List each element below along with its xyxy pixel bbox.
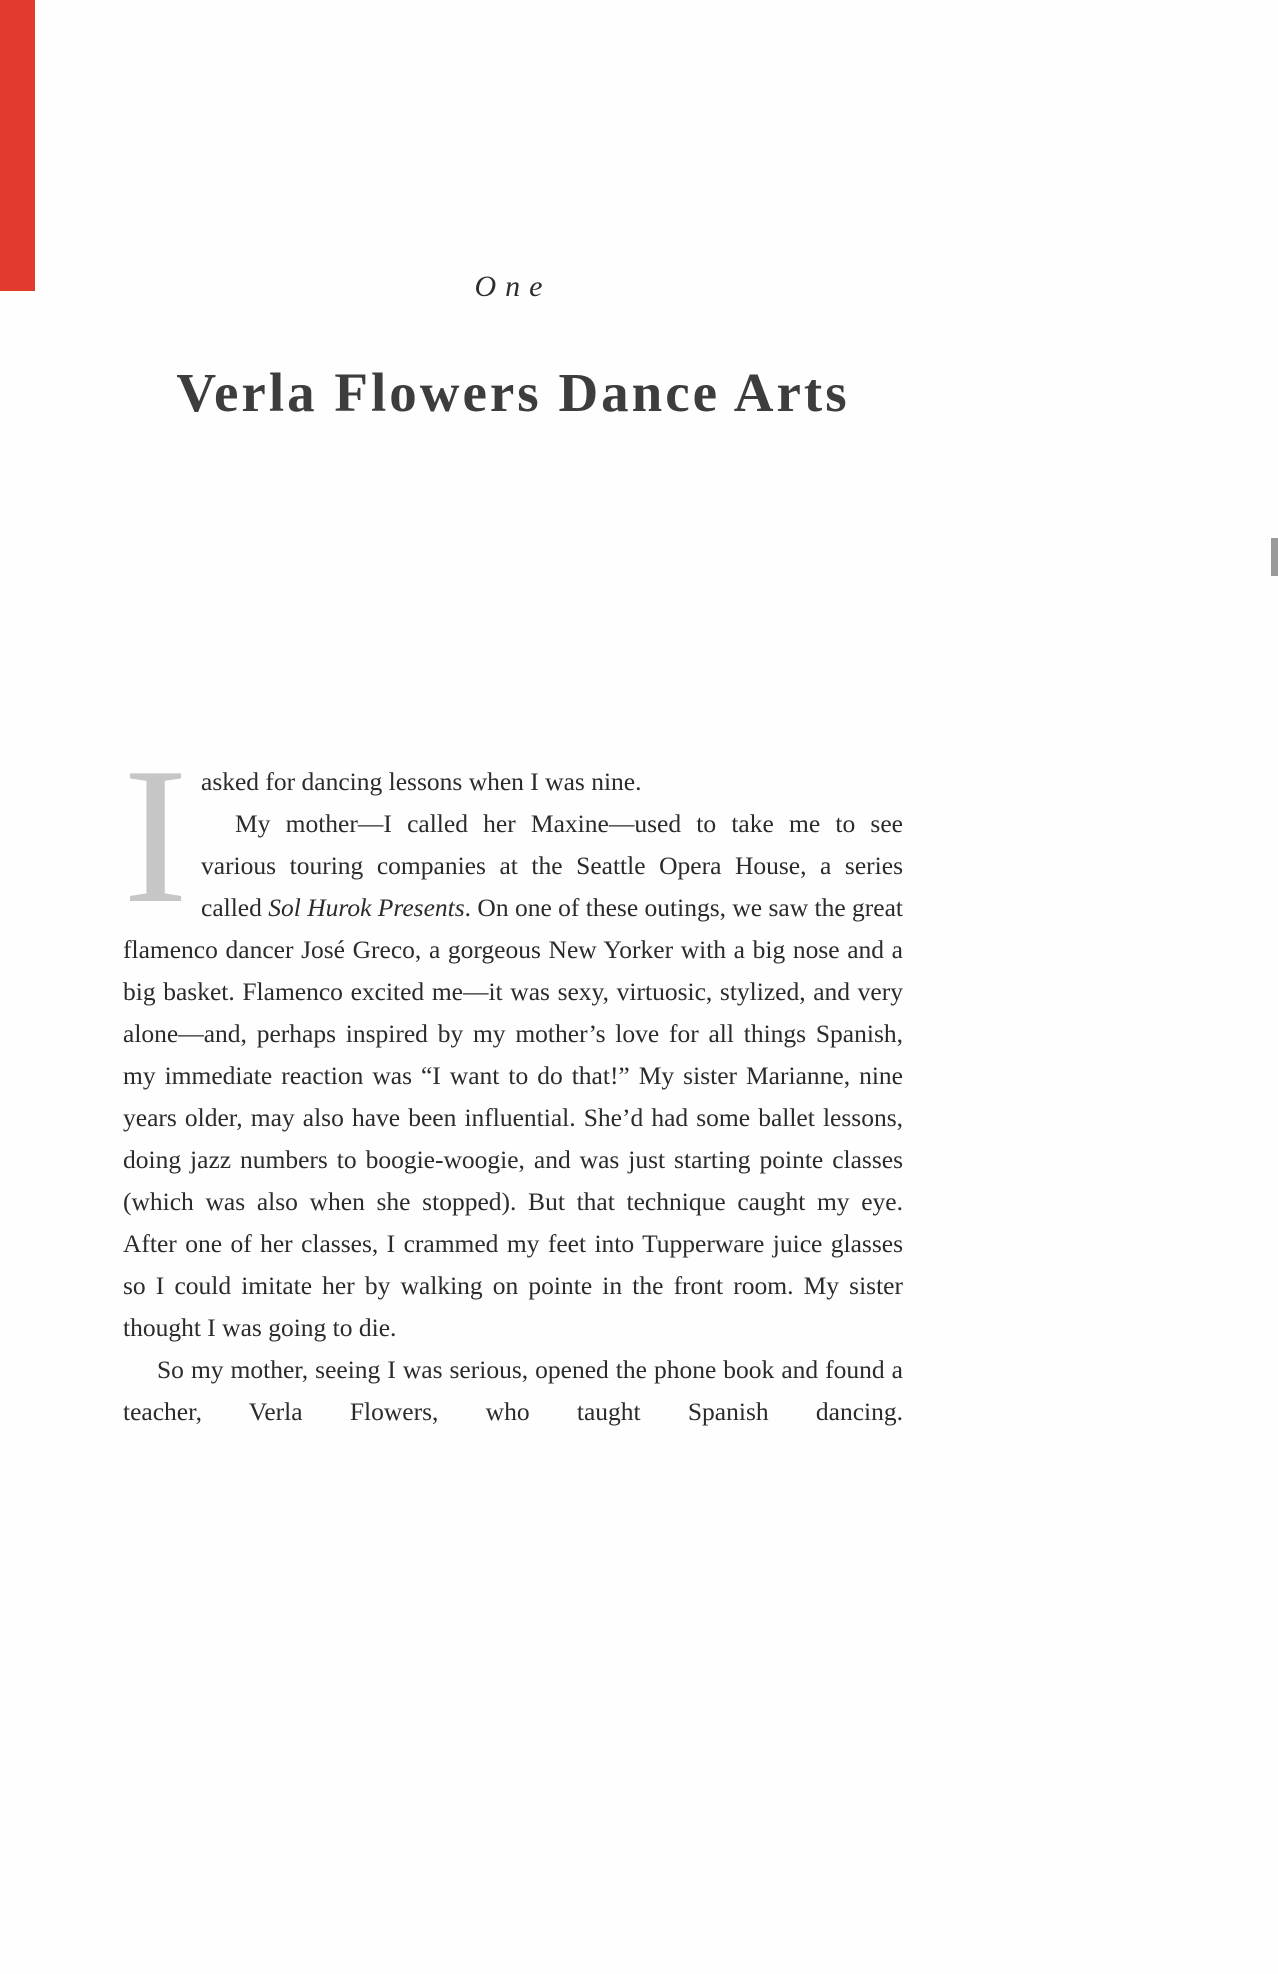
text-run: . On one of these outings, we saw the great flamenco dancer José Greco, a gorgeous New Yorker with a big nose and a big basket. Flamenco excited me—it was sexy, virtuosic, stylized, and very alone—and, perhaps inspired by my mother’s love for all things Spanish, my immediate reaction was “I want to do that!” My sister Marianne, nine years older, may also have been influential. She’d had some ballet lessons, doing jazz numbers to boogie-woogie, and was just starting pointe classes (which was also when she stopped). But that technique caught my eye. After one of her classes, I crammed my feet into Tupperware juice glasses so I could imitate her by walking on pointe in the front room. My sister thought I was going to die. [123, 893, 904, 1342]
body-text [123, 728, 904, 1433]
paragraph [123, 1349, 903, 1433]
drop-cap: I [123, 728, 188, 944]
chapter-title: Verla Flowers Dance Arts [176, 362, 850, 423]
italic-text: Sol Hurok Presents [268, 893, 465, 922]
scan-red-stripe-artifact [0, 0, 35, 291]
scan-edge-mark-artifact [1271, 538, 1278, 576]
chapter-number: One [474, 270, 552, 303]
text-run: asked for dancing lessons when I was nine. [201, 767, 642, 796]
page-content [123, 0, 903, 1433]
paragraph [123, 803, 903, 1349]
text-run: So my mother, seeing I was serious, opened the phone book and found a teacher, Verla Flowers, who taught Spanish dancing. [123, 1355, 903, 1426]
text-run: My mother—I called her Maxine—used to take me to see various touring companies at the Seattle Opera House, a series called [201, 809, 903, 922]
paragraph [123, 761, 903, 803]
